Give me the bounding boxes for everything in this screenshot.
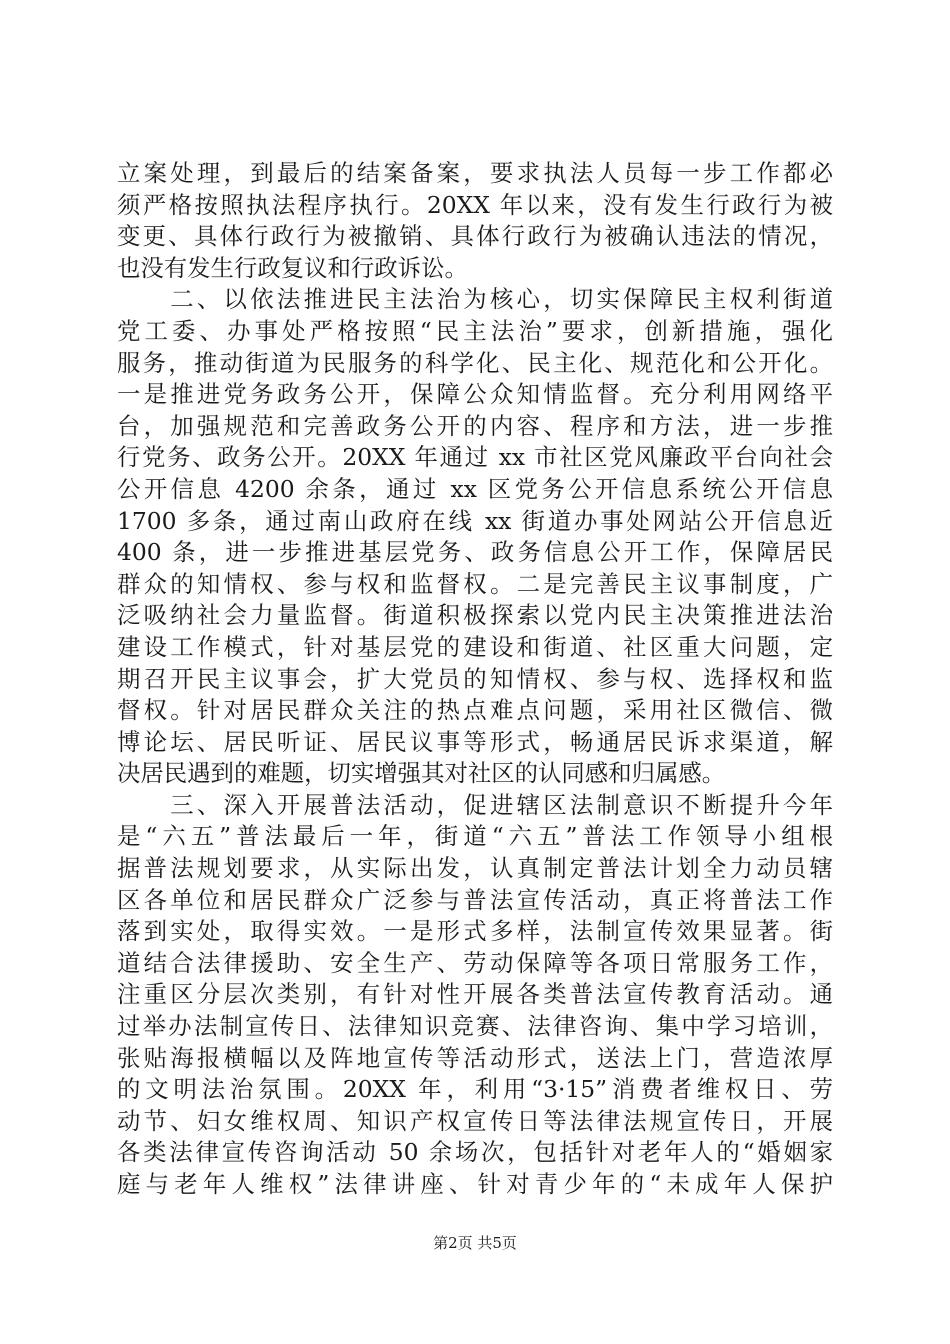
text-line: 区各单位和居民群众广泛参与普法宣传活动，真正将普法工作	[117, 885, 833, 914]
text-line: 400 条，进一步推进基层党务、政务信息公开工作，保障居民	[117, 538, 833, 567]
text-line: 庭与老年人维权”法律讲座、针对青少年的“未成年人保护	[117, 1170, 833, 1198]
text-line: 督权。针对居民群众关注的热点难点问题，采用社区微信、微	[117, 696, 833, 725]
text-line: 党工委、办事处严格按照“民主法治”要求，创新措施，强化	[117, 316, 833, 345]
text-line: 博论坛、居民听证、居民议事等形式，畅通居民诉求渠道，解	[117, 727, 833, 756]
text-line: 张贴海报横幅以及阵地宣传等活动形式，送法上门，营造浓厚	[117, 1043, 833, 1072]
text-line: 服务，推动街道为民服务的科学化、民主化、规范化和公开化。	[117, 348, 833, 377]
text-line: 过举办法制宣传日、法律知识竞赛、法律咨询、集中学习培训，	[117, 1012, 833, 1041]
text-line: 行党务、政务公开。20XX 年通过 xx 市社区党风廉政平台向社会	[117, 443, 833, 472]
page-footer: 第2页 共5页	[433, 1234, 517, 1252]
text-line: 也没有发生行政复议和行政诉讼。	[117, 253, 468, 282]
text-line: 各类法律宣传咨询活动 50 余场次，包括针对老年人的“婚姻家	[117, 1138, 833, 1167]
text-line: 公开信息 4200 余条，通过 xx 区党务公开信息系统公开信息	[117, 474, 833, 503]
text-line: 一是推进党务政务公开，保障公众知情监督。充分利用网络平	[117, 380, 833, 409]
text-line: 建设工作模式，针对基层党的建设和街道、社区重大问题，定	[117, 632, 833, 661]
text-line: 立案处理，到最后的结案备案，要求执法人员每一步工作都必	[117, 159, 833, 187]
text-line: 群众的知情权、参与权和监督权。二是完善民主议事制度，广	[117, 569, 833, 598]
text-line: 台，加强规范和完善政务公开的内容、程序和方法，进一步推	[117, 411, 833, 440]
text-line: 的文明法治氛围。20XX 年，利用“3·15”消费者维权日、劳	[117, 1075, 833, 1104]
text-line: 三、深入开展普法活动，促进辖区法制意识不断提升今年	[117, 790, 833, 819]
text-line: 期召开民主议事会，扩大党员的知情权、参与权、选择权和监	[117, 664, 833, 693]
text-line: 是“六五”普法最后一年，街道“六五”普法工作领导小组根	[117, 822, 833, 851]
text-line: 动节、妇女维权周、知识产权宣传日等法律法规宣传日，开展	[117, 1106, 833, 1135]
text-line: 1700 多条，通过南山政府在线 xx 街道办事处网站公开信息近	[117, 506, 833, 535]
text-line: 落到实处，取得实效。一是形式多样，法制宣传效果显著。街	[117, 917, 833, 946]
text-line: 据普法规划要求，从实际出发，认真制定普法计划全力动员辖	[117, 854, 833, 883]
text-line: 道结合法律援助、安全生产、劳动保障等各项日常服务工作，	[117, 948, 833, 977]
text-line: 须严格按照执法程序执行。20XX 年以来，没有发生行政行为被	[117, 190, 833, 219]
text-line: 决居民遇到的难题，切实增强其对社区的认同感和归属感。	[117, 759, 726, 788]
text-line: 泛吸纳社会力量监督。街道积极探索以党内民主决策推进法治	[117, 601, 833, 630]
text-line: 变更、具体行政行为被撤销、具体行政行为被确认违法的情况，	[117, 222, 833, 251]
text-line: 二、以依法推进民主法治为核心，切实保障民主权利街道	[117, 285, 833, 314]
document-body	[117, 158, 833, 1201]
text-line: 注重区分层次类别，有针对性开展各类普法宣传教育活动。通	[117, 980, 833, 1009]
